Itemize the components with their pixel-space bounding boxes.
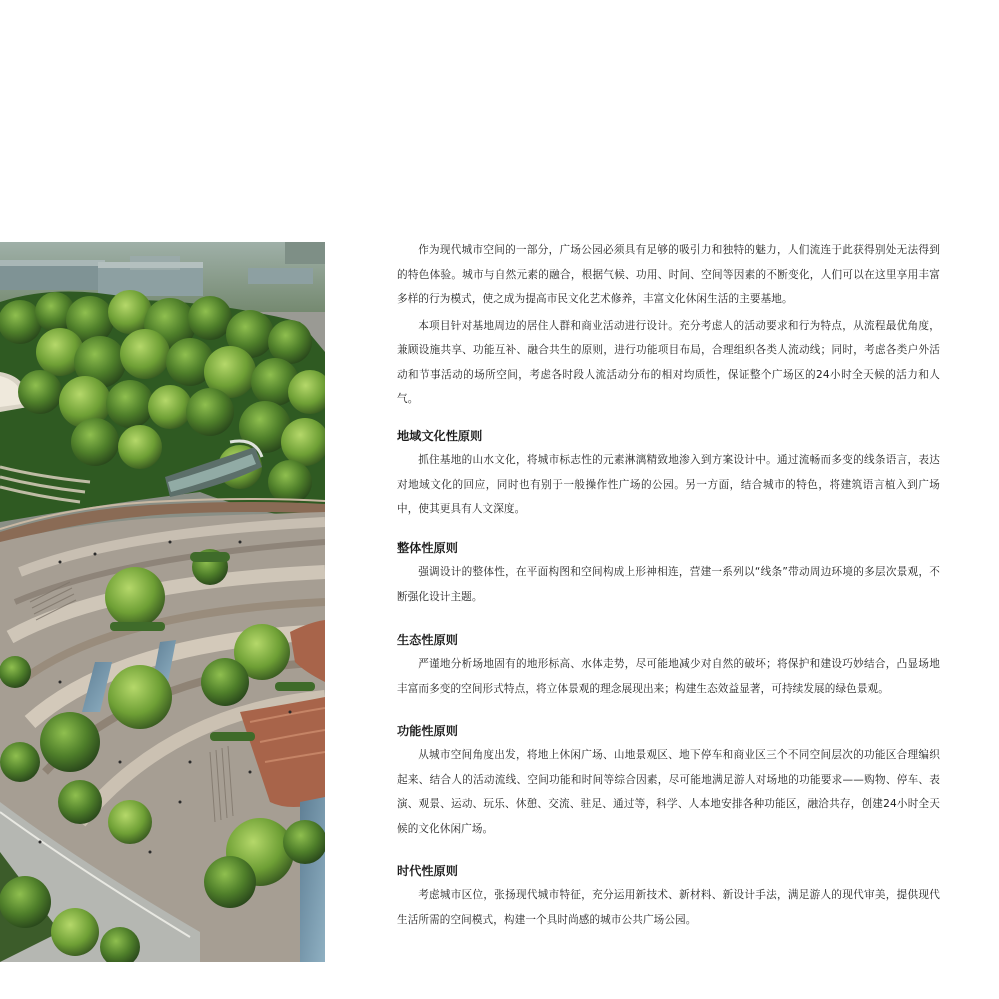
section-heading: 功能性原则 xyxy=(397,724,458,738)
section-body: 考虑城市区位，张扬现代城市特征，充分运用新技术、新材料、新设计手法，满足游人的现代审美，提供现代生活所需的空间模式，构建一个具时尚感的城市公共广场公园。 xyxy=(397,889,940,926)
section-body: 抓住基地的山水文化，将城市标志性的元素淋漓精致地渗入到方案设计中。通过流畅而多变的线条语言，表达对地域文化的回应，同时也有别于一般操作性广场的公园。另一方面，结合城市的特色，将建筑语言植入到广场中，使其更具有人文深度。 xyxy=(397,454,940,515)
section-function xyxy=(397,721,940,841)
section-body: 严谨地分析场地固有的地形标高、水体走势，尽可能地减少对自然的破坏；将保护和建设巧妙结合，凸显场地丰富而多变的空间形式特点，将立体景观的理念展现出来；构建生态效益显著，可持续发展的绿色景观。 xyxy=(397,658,940,695)
section-regional-culture xyxy=(397,426,940,522)
aerial-plaza-rendering xyxy=(0,242,325,962)
section-heading: 生态性原则 xyxy=(397,633,458,647)
intro-block xyxy=(397,236,940,412)
section-integrity xyxy=(397,538,940,609)
section-heading: 地域文化性原则 xyxy=(397,429,483,443)
section-body: 强调设计的整体性，在平面构图和空间构成上形神相连，营建一系列以“线条”带动周边环境的多层次景观，不断强化设计主题。 xyxy=(397,566,940,603)
section-body: 从城市空间角度出发，将地上休闲广场、山地景观区、地下停车和商业区三个不同空间层次的功能区合理编织起来、结合人的活动流线、空间功能和时间等综合因素，尽可能地满足游人对场地的功能要求——购物、停车、表演、观景、运动、玩乐、休憩、交流、驻足、通过等，科学、人本地安排各种功能区，融洽共存，创建24小时全天候的文化休闲广场。 xyxy=(397,749,940,835)
intro-paragraph-1: 作为现代城市空间的一部分，广场公园必须具有足够的吸引力和独特的魅力，人们流连于此获得别处无法得到的特色体验。城市与自然元素的融合，根据气候、功用、时间、空间等因素的不断变化，人们可以在这里享用丰富多样的行为模式，使之成为提高市民文化艺术修养，丰富文化休闲生活的主要基地。 xyxy=(397,244,940,305)
section-heading: 整体性原则 xyxy=(397,541,458,555)
section-ecology xyxy=(397,630,940,701)
intro-paragraph-2: 本项目针对基地周边的居住人群和商业活动进行设计。充分考虑人的活动要求和行为特点，从流程最优角度，兼顾设施共享、功能互补、融合共生的原则，进行功能项目布局，合理组织各类人流动线；同时，考虑各类户外活动和节事活动的场所空间，考虑各时段人流活动分布的相对均质性，保证整个广场区的24小时全天候的活力和人气。 xyxy=(397,319,940,405)
section-modernity xyxy=(397,861,940,932)
section-heading: 时代性原则 xyxy=(397,864,458,878)
